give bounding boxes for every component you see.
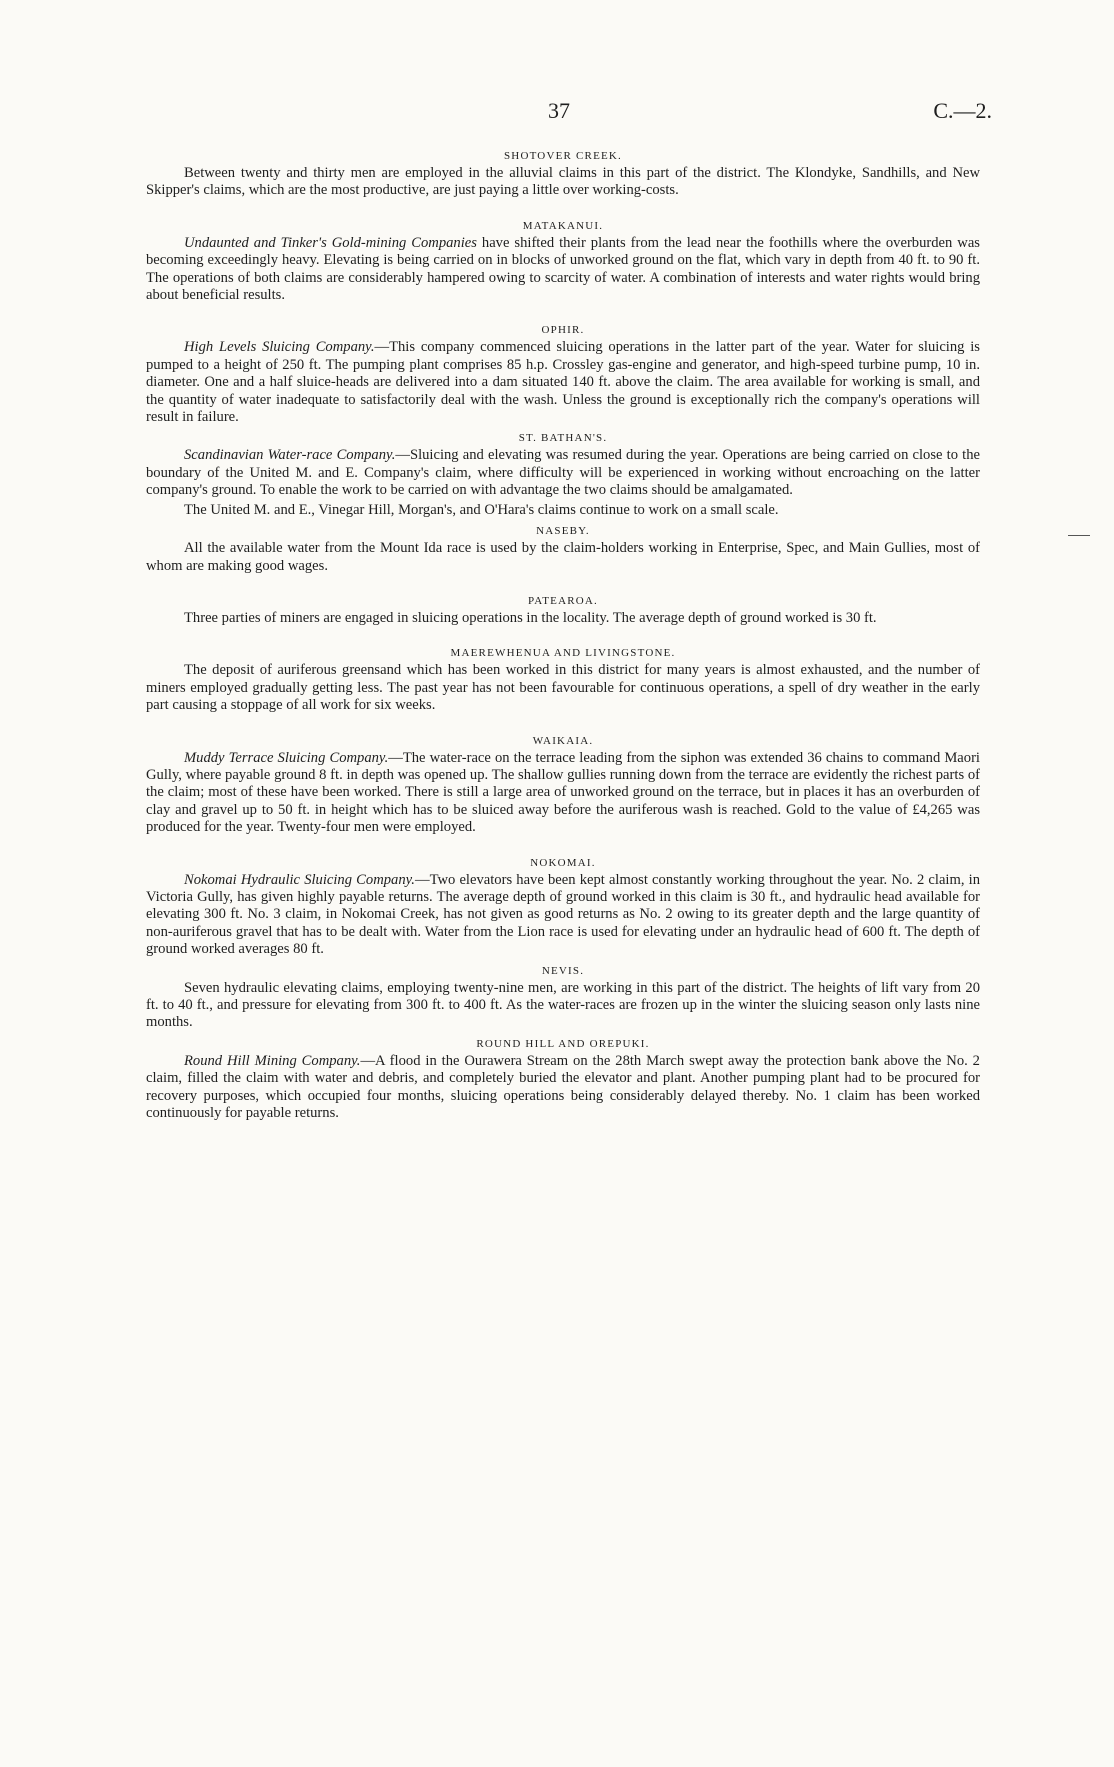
section-heading: SHOTOVER CREEK. [503,150,623,162]
section-heading: MAEREWHENUA AND LIVINGSTONE. [450,647,676,660]
section-heading: WAIKAIA. [532,734,594,747]
paragraph [146,339,980,426]
paragraph-text: —This company commenced sluicing operations in the latter part of the year. Water for sluicing is pumped to a height of 250 ft. The pumping plant comprises 85 h.p. Crossley gas-engine and generator, and high-speed turbine pump, 10 in. diameter. One and a half sluice-heads are delivered into a dam situated 140 ft. above the claim. The area available for working is small, and the quantity of water inadequate to satisfactorily deal with the wash. Unless the ground is exceptionally rich the company's operations will result in failure. [146,339,980,426]
paragraph-text: —The water-race on the terrace leading from the siphon was extended 36 chains to command Maori Gully, where payable ground 8 ft. in depth was opened up. The shallow gullies running down from the terrace are evidently the richest parts of the claim; most of these have been worked. There is still a large area of unworked ground on the terrace, but in places it has an overburden of clay and gravel up to 50 ft. in height which has to be sluiced away before the auriferous wash is reached. Gold to the value of £4,265 was produced for the year. Twenty-four men were employed. [146,749,980,836]
section-heading: MATAKANUI. [522,219,604,232]
section-nevis [146,965,980,1032]
paragraph [146,662,980,714]
paragraph-italic: High Levels Sluicing Company. [184,339,375,356]
paragraph-italic: Scandinavian Water-race Company. [184,447,396,464]
section-shotover-creek [146,150,980,200]
paragraph-text: Seven hydraulic elevating claims, employing twenty-nine men, are working in this part of the district. The heights of lift vary from 20 ft. to 40 ft., and pressure for elevating from 300 ft. to 400 ft. As the water-races are frozen up in the winter the sluicing season only lasts nine months. [146,979,980,1031]
section-heading: PATEAROA. [528,594,598,607]
paragraph [146,872,980,959]
paragraph-text: —Two elevators have been kept almost constantly working throughout the year. No. 2 claim, in Victoria Gully, has given highly payable returns. The average depth of ground worked in this claim is 30 ft., and hydraulic head available for elevating 300 ft. No. 3 claim, in Nokomai Creek, has not given as good returns as No. 2 owing to its greater depth and the large quantity of non-auriferous gravel that has to be dealt with. Water from the Lion race is used for elevating under an hydraulic head of 600 ft. The depth of ground worked averages 80 ft. [146,871,980,958]
document-code: C.—2. [933,98,992,123]
paragraph-italic: Muddy Terrace Sluicing Company. [184,749,389,766]
section-heading: OPHIR. [541,324,585,337]
section-heading: NASEBY. [536,525,590,538]
section-matakanui [146,220,980,305]
paragraph [146,447,980,499]
section-nokomai [146,857,980,959]
paragraph [146,235,980,305]
paragraph [146,540,980,575]
section-patearoa [146,595,980,627]
margin-mark [1068,535,1090,536]
section-round-hill-orepuki [146,1038,980,1123]
paragraph-italic: Nokomai Hydraulic Sluicing Company. [184,871,415,888]
paragraph-text: —Sluicing and elevating was resumed during the year. Operations are being carried on close to the boundary of the United M. and E. Company's claim, where difficulty will be experienced in working without encroaching on the latter company's ground. To enable the work to be carried on with advantage the two claims should be amalgamated. [146,447,980,499]
paragraph-text: Three parties of miners are engaged in sluicing operations in the locality. The average depth of ground worked is 30 ft. [184,609,877,626]
section-waikaia [146,735,980,837]
paragraph-text: have shifted their plants from the lead near the foothills where the overburden was becoming exceedingly heavy. Elevating is being carried on in blocks of unworked ground on the flat, which vary in depth from 40 ft. to 90 ft. The operations of both claims are considerably hampered owing to scarcity of water. A combination of interests and water rights would bring about beneficial results. [146,234,980,304]
paragraph [146,750,980,837]
paragraph-italic: Round Hill Mining Company. [184,1052,361,1069]
section-naseby [146,525,980,575]
paragraph-italic: Undaunted and Tinker's Gold-mining Companies [184,234,477,251]
paragraph [146,610,980,627]
page-header [0,98,1114,128]
document-body [146,150,980,1142]
section-heading: NEVIS. [541,964,585,977]
paragraph [146,980,980,1032]
paragraph [146,502,980,519]
paragraph-text: Between twenty and thirty men are employed in the alluvial claims in this part of the district. The Klondyke, Sandhills, and New Skipper's claims, which are the most productive, are just paying a little over working-costs. [146,165,980,199]
paragraph [146,1053,980,1123]
section-ophir [146,324,980,426]
paragraph-text: The United M. and E., Vinegar Hill, Morgan's, and O'Hara's claims continue to work on a small scale. [184,501,779,518]
section-st-bathans [146,432,980,519]
paragraph-text: All the available water from the Mount Ida race is used by the claim-holders working in Enterprise, Spec, and Main Gullies, most of whom are making good wages. [146,540,980,574]
page-number: 37 [548,98,570,123]
paragraph-text: —A flood in the Ourawera Stream on the 28th March swept away the protection bank above the No. 2 claim, filled the claim with water and debris, and completely buried the elevator and plant. Another pumping plant had to be procured for recovery purposes, which occupied four months, sluicing operations being considerably delayed thereby. No. 1 claim has been worked continuously for payable returns. [146,1052,980,1122]
section-heading: ROUND HILL AND OREPUKI. [476,1037,650,1050]
section-heading: ST. BATHAN'S. [518,432,608,445]
paragraph [146,165,980,200]
section-maerewhenua-livingstone [146,647,980,714]
paragraph-text: The deposit of auriferous greensand which has been worked in this district for many years is almost exhausted, and the number of miners employed gradually getting less. The past year has not been favourable for continuous operations, a spell of dry weather in the early part causing a stoppage of all work for six weeks. [146,662,980,714]
section-heading: NOKOMAI. [530,856,596,869]
